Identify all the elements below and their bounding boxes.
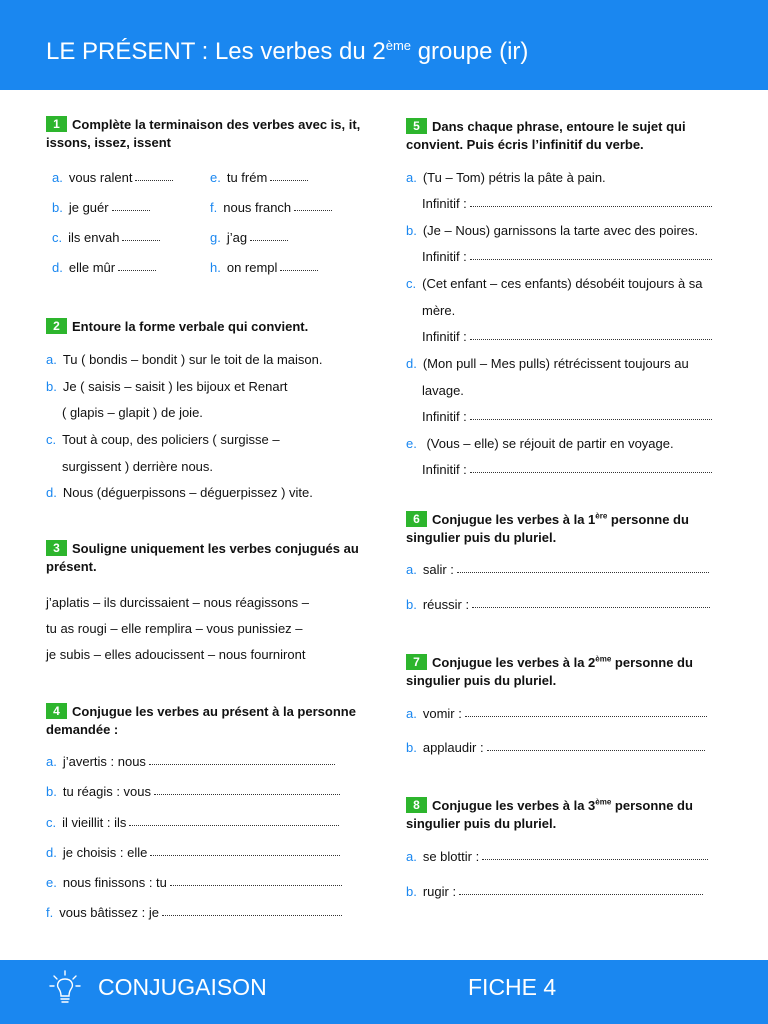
answer-blank[interactable]	[459, 886, 703, 895]
answer-blank[interactable]	[470, 198, 712, 207]
exercise-6	[406, 511, 736, 547]
answer-blank[interactable]	[294, 202, 332, 211]
list-item: f. vous bâtissez : je	[46, 905, 342, 921]
page-title: LE PRÉSENT : Les verbes du 2ème groupe (ir)	[46, 38, 529, 65]
answer-blank[interactable]	[465, 708, 707, 717]
answer-blank[interactable]	[129, 817, 339, 826]
page-header	[0, 0, 768, 90]
exercise-number-badge: 5	[406, 118, 427, 134]
exercise-number-badge: 7	[406, 654, 427, 670]
exercise-number-badge: 1	[46, 116, 67, 132]
answer-blank[interactable]	[470, 331, 712, 340]
infinitive-line: Infinitif :	[422, 249, 712, 265]
list-item: a. j’avertis : nous	[46, 754, 335, 770]
verb-line: je subis – elles adoucissent – nous fourniront	[46, 647, 306, 662]
list-item: c. (Cet enfant – ces enfants) désobéit toujours à sa	[406, 276, 703, 291]
exercise-5-title: 5 Dans chaque phrase, entoure le sujet qui convient. Puis écris l’infinitif du verbe.	[406, 119, 686, 152]
exercise-1-title: 1 Complète la terminaison des verbes avec is, it, issons, issez, issent	[46, 117, 361, 150]
list-item-continuation: ( glapis – glapit ) de joie.	[62, 405, 203, 420]
answer-blank[interactable]	[470, 251, 712, 260]
list-item: a. (Tu – Tom) pétris la pâte à pain.	[406, 170, 606, 185]
answer-blank[interactable]	[150, 847, 340, 856]
list-item: c. Tout à coup, des policiers ( surgisse –	[46, 432, 280, 447]
answer-blank[interactable]	[472, 599, 710, 608]
exercise-6-title: 6 Conjugue les verbes à la 1ère personne du singulier puis du pluriel.	[406, 511, 689, 545]
list-item: c. il vieillit : ils	[46, 815, 339, 831]
list-item: e. (Vous – elle) se réjouit de partir en voyage.	[406, 436, 674, 451]
infinitive-line: Infinitif :	[422, 196, 712, 212]
exercise-2	[46, 318, 366, 336]
list-item: f. nous franch	[210, 200, 332, 216]
list-item: d. elle mûr	[52, 260, 156, 276]
list-item: b. Je ( saisis – saisit ) les bijoux et Renart	[46, 379, 288, 394]
list-item: d. Nous (déguerpissons – déguerpissez ) vite.	[46, 485, 313, 500]
list-item: e. tu frém	[210, 170, 308, 186]
page-footer	[0, 960, 768, 1024]
list-item-continuation: lavage.	[422, 383, 464, 398]
answer-blank[interactable]	[162, 907, 342, 916]
exercise-2-title: 2 Entoure la forme verbale qui convient.	[46, 318, 366, 336]
list-item: b. rugir :	[406, 884, 703, 900]
infinitive-line: Infinitif :	[422, 462, 712, 478]
list-item: b. je guér	[52, 200, 150, 216]
list-item: a. vomir :	[406, 706, 707, 722]
answer-blank[interactable]	[154, 786, 340, 795]
list-item: c. ils envah	[52, 230, 160, 246]
answer-blank[interactable]	[250, 232, 288, 241]
exercise-number-badge: 4	[46, 703, 67, 719]
answer-blank[interactable]	[170, 877, 342, 886]
footer-sheet-number: FICHE 4	[468, 974, 557, 1000]
answer-blank[interactable]	[280, 262, 318, 271]
answer-blank[interactable]	[470, 464, 712, 473]
answer-blank[interactable]	[487, 742, 705, 751]
list-item: d. (Mon pull – Mes pulls) rétrécissent toujours au	[406, 356, 689, 371]
answer-blank[interactable]	[470, 411, 712, 420]
verb-line: j’aplatis – ils durcissaient – nous réagissons –	[46, 595, 310, 610]
list-item: b. applaudir :	[406, 740, 705, 756]
exercise-4-title: 4 Conjugue les verbes au présent à la personne demandée :	[46, 704, 356, 737]
list-item-continuation: surgissent ) derrière nous.	[62, 459, 214, 474]
exercise-number-badge: 8	[406, 797, 427, 813]
exercise-3	[46, 540, 366, 576]
answer-blank[interactable]	[122, 232, 160, 241]
infinitive-line: Infinitif :	[422, 409, 712, 425]
exercise-4	[46, 703, 366, 739]
list-item: d. je choisis : elle	[46, 845, 340, 861]
exercise-1	[46, 116, 366, 152]
exercise-number-badge: 3	[46, 540, 67, 556]
list-item: b. (Je – Nous) garnissons la tarte avec des poires.	[406, 223, 699, 238]
exercise-number-badge: 6	[406, 511, 427, 527]
exercise-8	[406, 797, 736, 833]
list-item: g. j’ag	[210, 230, 288, 246]
list-item: h. on rempl	[210, 260, 318, 276]
list-item: e. nous finissons : tu	[46, 875, 342, 891]
answer-blank[interactable]	[149, 756, 335, 765]
list-item-continuation: mère.	[422, 303, 456, 318]
list-item: a. vous ralent	[52, 170, 173, 186]
footer-subject-label: CONJUGAISON	[98, 974, 267, 1000]
list-item: a. Tu ( bondis – bondit ) sur le toit de la maison.	[46, 352, 323, 367]
exercise-number-badge: 2	[46, 318, 67, 334]
exercise-7-title: 7 Conjugue les verbes à la 2ème personne du singulier puis du pluriel.	[406, 654, 693, 688]
exercise-3-title: 3 Souligne uniquement les verbes conjugués au présent.	[46, 541, 359, 574]
exercise-5	[406, 118, 736, 154]
infinitive-line: Infinitif :	[422, 329, 712, 345]
list-item: a. se blottir :	[406, 849, 708, 865]
answer-blank[interactable]	[482, 851, 708, 860]
exercise-7	[406, 654, 736, 690]
answer-blank[interactable]	[112, 202, 150, 211]
list-item: b. tu réagis : vous	[46, 784, 340, 800]
answer-blank[interactable]	[457, 564, 709, 573]
list-item: b. réussir :	[406, 597, 710, 613]
answer-blank[interactable]	[118, 262, 156, 271]
lightbulb-icon	[48, 969, 82, 1005]
exercise-8-title: 8 Conjugue les verbes à la 3ème personne du singulier puis du pluriel.	[406, 797, 693, 831]
answer-blank[interactable]	[135, 172, 173, 181]
verb-line: tu as rougi – elle remplira – vous punissiez –	[46, 621, 303, 636]
answer-blank[interactable]	[270, 172, 308, 181]
list-item: a. salir :	[406, 562, 709, 578]
